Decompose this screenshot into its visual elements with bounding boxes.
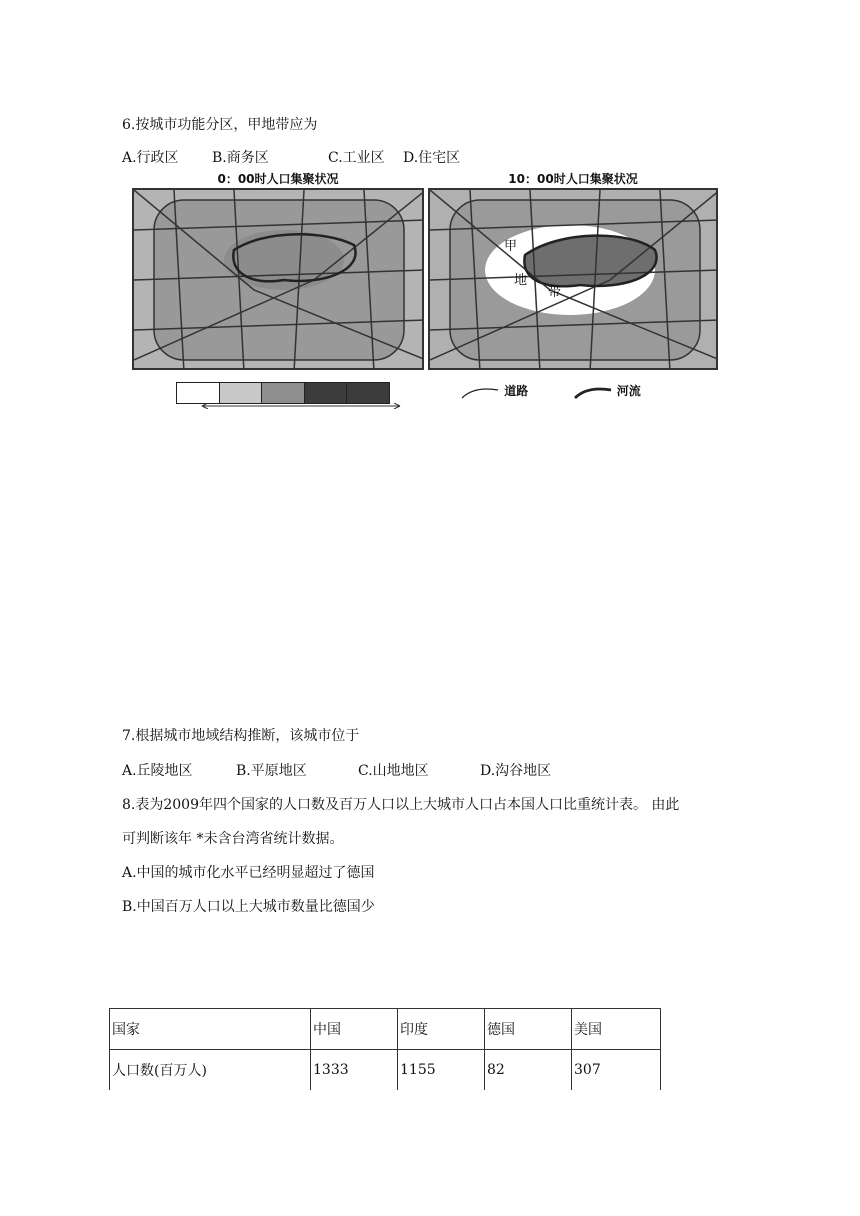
legend-road-label: 道路 bbox=[504, 384, 529, 398]
q6-option-b: B.商务区 bbox=[212, 150, 269, 166]
q8-option-b: B.中国百万人口以上大城市数量比德国少 bbox=[122, 899, 375, 915]
q7-option-a: A.丘陵地区 bbox=[122, 763, 193, 779]
table-cell: 印度 bbox=[398, 1009, 485, 1050]
population-table bbox=[109, 1008, 661, 1091]
zone-label-dai: 带 bbox=[548, 285, 562, 300]
density-arrow-icon bbox=[200, 403, 402, 409]
map1-image bbox=[132, 188, 424, 370]
zone-label-jia: 甲 bbox=[504, 239, 518, 254]
legend-swatch-3 bbox=[262, 383, 305, 403]
q8-option-a: A.中国的城市化水平已经明显超过了德国 bbox=[122, 865, 375, 881]
table-cutoff bbox=[100, 1090, 700, 1120]
q7-option-b: B.平原地区 bbox=[236, 763, 307, 779]
map2-title: 10：00时人口集聚状况 bbox=[508, 172, 638, 186]
road-legend-icon bbox=[460, 384, 500, 400]
table-cell: 1333 bbox=[311, 1050, 398, 1091]
q6-stem: 6.按城市功能分区，甲地带应为 bbox=[122, 117, 318, 133]
river-legend-icon bbox=[573, 384, 613, 400]
q8-stem-line2: 可判断该年 *未含台湾省统计数据。 bbox=[122, 831, 344, 847]
map-0000 bbox=[132, 170, 424, 370]
legend-swatch-4 bbox=[305, 383, 348, 403]
table-cell: 美国 bbox=[572, 1009, 661, 1050]
table-cell: 1155 bbox=[398, 1050, 485, 1091]
legend-swatch-5 bbox=[347, 383, 389, 403]
table-cell: 国家 bbox=[110, 1009, 311, 1050]
q6-option-d: D.住宅区 bbox=[403, 150, 461, 166]
map2-image bbox=[428, 188, 718, 370]
zone-label-di: 地 bbox=[514, 273, 528, 288]
legend-swatch-2 bbox=[220, 383, 263, 403]
table-cell: 德国 bbox=[485, 1009, 572, 1050]
map-1000 bbox=[428, 170, 718, 370]
q7-stem: 7.根据城市地域结构推断，该城市位于 bbox=[122, 728, 360, 744]
table-cell: 中国 bbox=[311, 1009, 398, 1050]
map1-title: 0：00时人口集聚状况 bbox=[217, 172, 339, 186]
table-cell: 82 bbox=[485, 1050, 572, 1091]
road-river-legend bbox=[460, 382, 641, 400]
density-legend bbox=[176, 382, 390, 404]
table-row bbox=[110, 1009, 661, 1050]
q7-option-c: C.山地地区 bbox=[358, 763, 429, 779]
legend-swatch-1 bbox=[177, 383, 220, 403]
q6-option-a: A.行政区 bbox=[122, 150, 179, 166]
q7-option-d: D.沟谷地区 bbox=[480, 763, 552, 779]
legend-river-label: 河流 bbox=[616, 384, 641, 398]
q8-stem-line1: 8.表为2009年四个国家的人口数及百万人口以上大城市人口占本国人口比重统计表。 由此 bbox=[122, 797, 680, 813]
table-cell: 307 bbox=[572, 1050, 661, 1091]
map1-roads-svg bbox=[134, 190, 424, 370]
table-row bbox=[110, 1050, 661, 1091]
map2-roads-svg bbox=[430, 190, 718, 370]
table-cell: 人口数(百万人) bbox=[110, 1050, 311, 1091]
q6-option-c: C.工业区 bbox=[328, 150, 385, 166]
